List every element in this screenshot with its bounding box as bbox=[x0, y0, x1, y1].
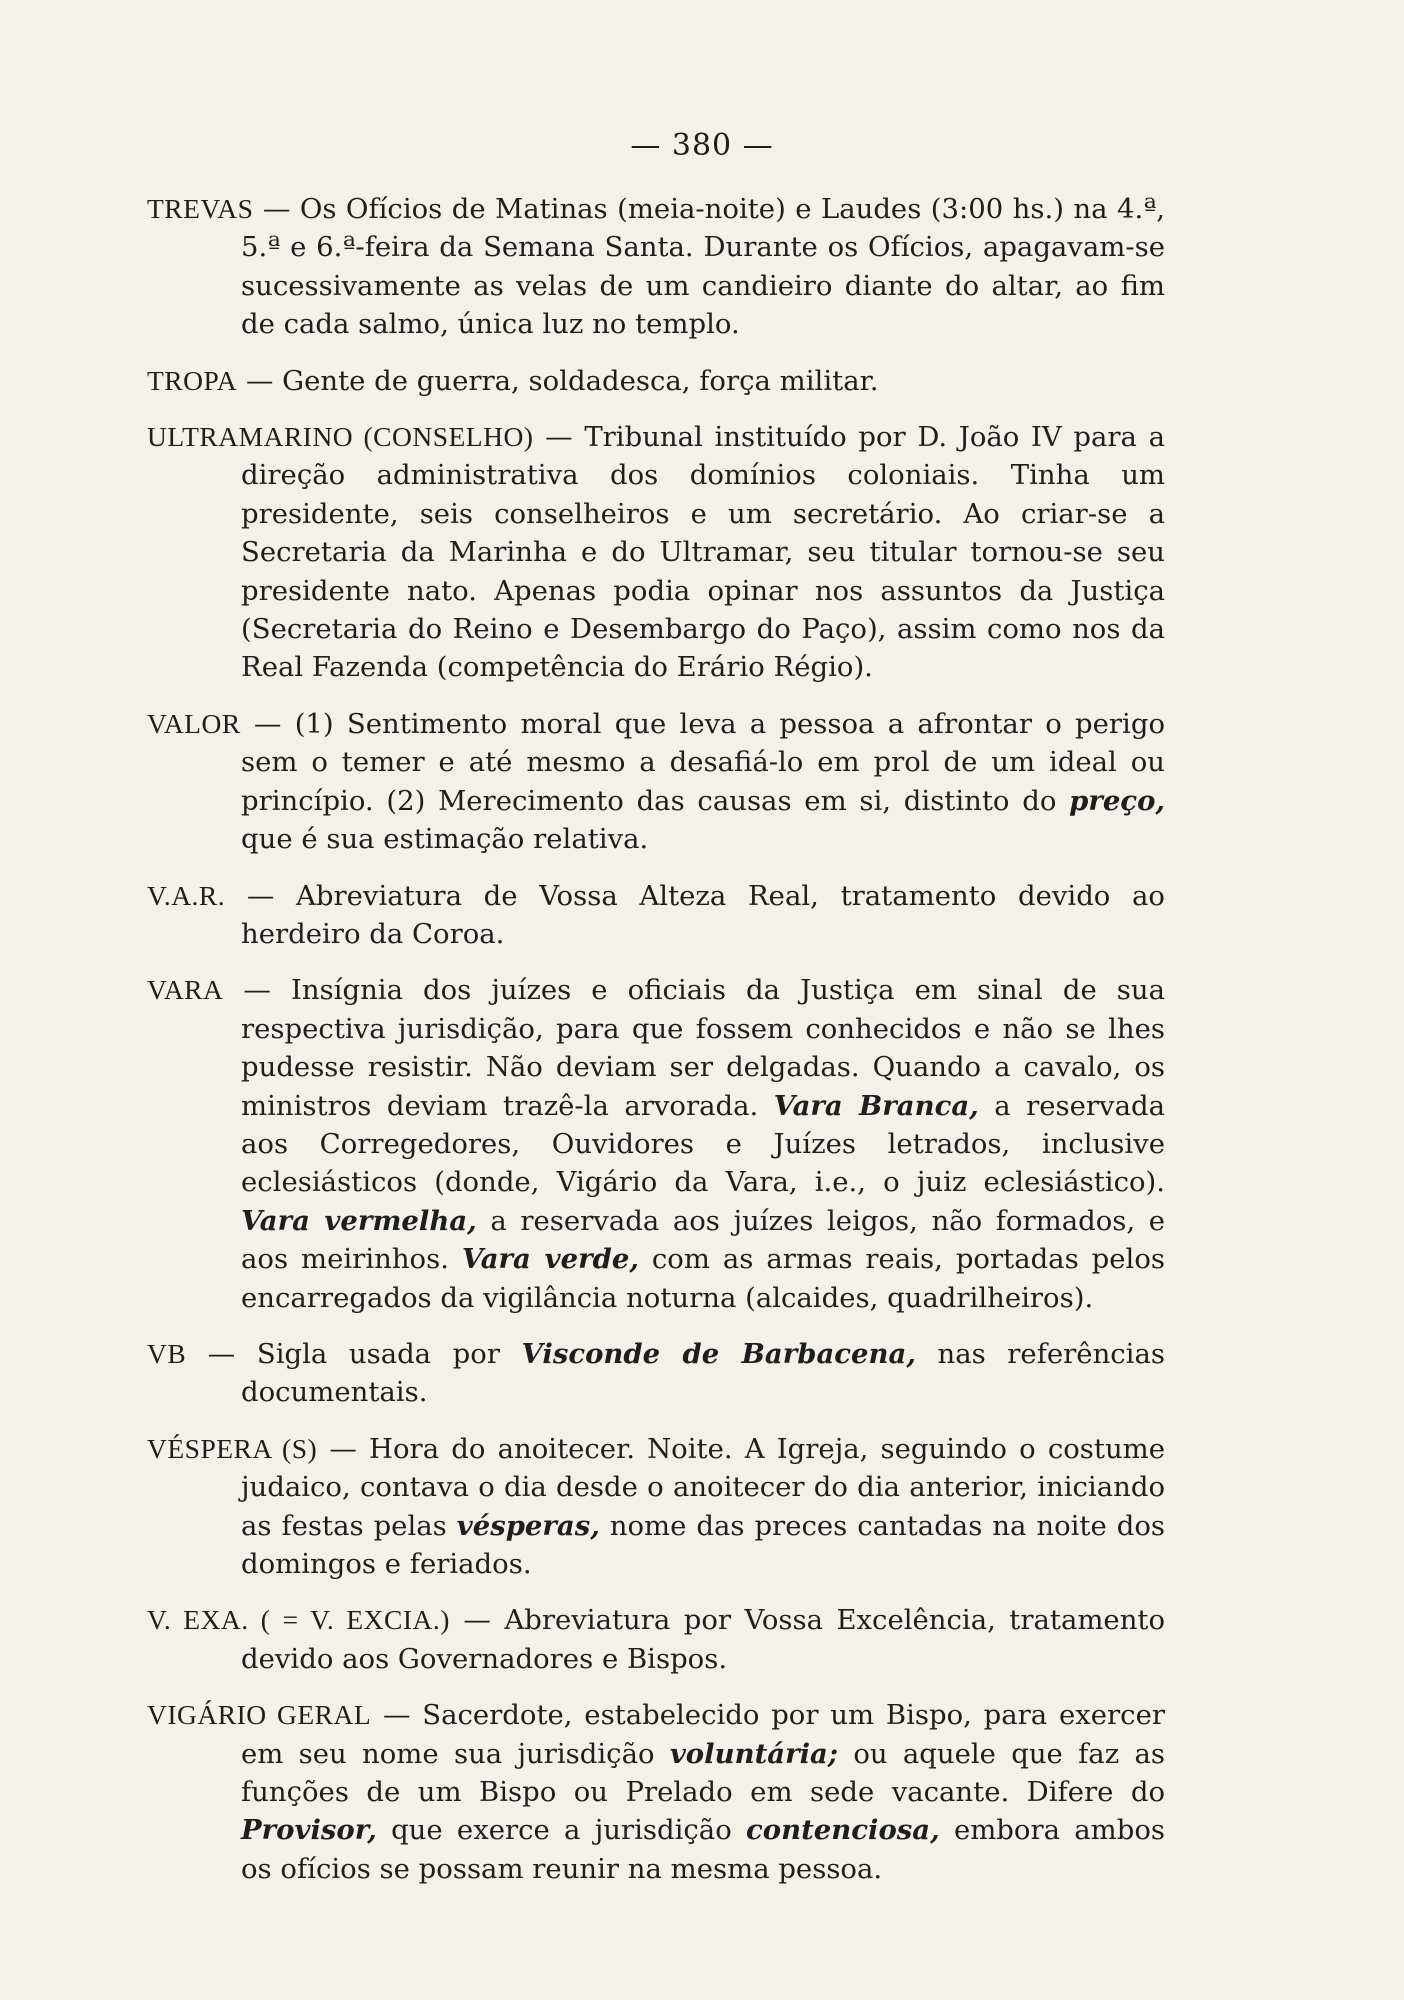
entry-definition-text: a reservada aos Corregedores, Ouvidores e Juízes letrados, inclusive eclesiásticos (donde, Vigário da Vara, i.e., o juiz eclesiástico). bbox=[241, 1089, 1165, 1199]
entry-dash: — bbox=[533, 421, 585, 454]
entry-italic-text: Provisor, bbox=[241, 1814, 377, 1847]
entry-definition-text: Abreviatura por Vossa Excelência, tratamento devido aos Governadores e Bispos. bbox=[241, 1604, 1166, 1675]
entry-dash: — bbox=[371, 1699, 423, 1732]
entry-definition-text: Hora do anoitecer. Noite. A Igreja, seguindo o costume judaico, contava o dia desde o anoitecer do dia anterior, iniciando as festas pelas bbox=[241, 1432, 1166, 1542]
entry-italic-text: Vara verde, bbox=[461, 1243, 639, 1276]
entry-definition-text: ou aquele que faz as funções de um Bispo ou Prelado em sede vacante. Difere do bbox=[241, 1737, 1165, 1809]
entry-dash: — bbox=[449, 1604, 505, 1637]
glossary-entry bbox=[147, 362, 1165, 400]
entry-dash: — bbox=[225, 879, 297, 912]
entry-definition-text: Abreviatura de Vossa Alteza Real, tratamento devido ao herdeiro da Coroa. bbox=[241, 879, 1165, 950]
glossary-entry bbox=[147, 877, 1165, 954]
entry-italic-text: voluntária; bbox=[669, 1737, 839, 1770]
entry-dash: — bbox=[186, 1337, 257, 1370]
entry-dash: — bbox=[223, 974, 291, 1007]
entry-definition-text: que é sua estimação relativa. bbox=[241, 823, 649, 856]
glossary-entry bbox=[147, 1696, 1165, 1888]
entry-definition-text: Sigla usada por bbox=[256, 1337, 522, 1370]
glossary-entry bbox=[147, 418, 1165, 687]
glossary-entry bbox=[147, 1601, 1165, 1678]
glossary-entry bbox=[147, 971, 1165, 1317]
glossary-entry bbox=[147, 190, 1165, 344]
entry-definition-text: que exerce a jurisdição bbox=[376, 1814, 746, 1847]
entry-definition-text: nas referências documentais. bbox=[241, 1337, 1165, 1409]
entry-definition-text: a reservada aos juízes leigos, não formados, e aos meirinhos. bbox=[241, 1204, 1165, 1276]
glossary-entries bbox=[147, 190, 1165, 1906]
entry-term: VIGÁRIO GERAL bbox=[147, 1699, 372, 1731]
entry-term: V.A.R. bbox=[147, 879, 226, 911]
entry-definition-text: nome das preces cantadas na noite dos domingos e feriados. bbox=[241, 1509, 1165, 1580]
entry-definition-text: (1) Sentimento moral que leva a pessoa a afrontar o perigo sem o temer e até mesmo a desafiá-lo em prol de um ideal ou princípio. (2) Merecimento das causas em si, distinto do bbox=[241, 707, 1165, 817]
entry-term: ULTRAMARINO (CONSELHO) bbox=[147, 421, 534, 453]
page-number: — 380 — bbox=[630, 128, 774, 163]
entry-definition-text: Gente de guerra, soldadesca, força militar. bbox=[282, 364, 879, 397]
entry-term: TROPA bbox=[147, 364, 238, 396]
entry-definition-text: Insígnia dos juízes e oficiais da Justiça em sinal de sua respectiva jurisdição, para que fossem conhecidos e não se lhes pudesse resistir. Não deviam ser delgadas. Quando a cavalo, os ministros deviam trazê-la arvorada. bbox=[241, 974, 1165, 1122]
entry-dash: — bbox=[240, 707, 295, 740]
entry-term: TREVAS bbox=[147, 193, 254, 224]
entry-term: V. EXA. ( = V. EXCIA.) bbox=[147, 1604, 450, 1636]
entry-term: VALOR bbox=[147, 707, 241, 739]
entry-italic-text: vésperas, bbox=[456, 1509, 600, 1542]
entry-italic-text: Vara Branca, bbox=[773, 1089, 979, 1122]
entry-definition-text: Os Ofícios de Matinas (meia-noite) e Laudes (3:00 hs.) na 4.ª, 5.ª e 6.ª-feira da Semana Santa. Durante os Ofícios, apagavam-se sucessivamente as velas de um candieiro diante do altar, ao fim de cada salmo, única luz no templo. bbox=[241, 193, 1165, 341]
entry-italic-text: Visconde de Barbacena, bbox=[521, 1337, 916, 1370]
entry-term: VÉSPERA (S) bbox=[147, 1432, 318, 1464]
entry-definition-text: Tribunal instituído por D. João IV para a direção administrativa dos domínios coloniais. Tinha um presidente, seis conselheiros e um secretário. Ao criar-se a Secretaria da Marinha e do Ultramar, seu titular tornou-se seu presidente nato. Apenas podia opinar nos assuntos da Justiça (Secretaria do Reino e Desembargo do Paço), assim como nos da Real Fazenda (competência do Erário Régio). bbox=[241, 421, 1165, 684]
entry-italic-text: Vara vermelha, bbox=[241, 1204, 477, 1237]
entry-definition-text: embora ambos os ofícios se possam reunir na mesma pessoa. bbox=[241, 1814, 1165, 1885]
glossary-entry bbox=[147, 705, 1165, 859]
entry-term: VB bbox=[147, 1337, 187, 1369]
entry-definition-text: com as armas reais, portadas pelos encarregados da vigilância noturna (alcaides, quadrilheiros). bbox=[241, 1243, 1165, 1314]
entry-italic-text: preço, bbox=[1069, 784, 1165, 817]
glossary-entry bbox=[147, 1335, 1165, 1412]
entry-definition-text: Sacerdote, estabelecido por um Bispo, para exercer em seu nome sua jurisdição bbox=[241, 1699, 1165, 1770]
entry-italic-text: contenciosa, bbox=[746, 1814, 940, 1847]
entry-dash: — bbox=[317, 1432, 370, 1465]
entry-term: VARA bbox=[147, 974, 224, 1006]
entry-dash: — bbox=[237, 364, 283, 397]
glossary-entry bbox=[147, 1430, 1165, 1584]
entry-dash: — bbox=[253, 193, 300, 225]
